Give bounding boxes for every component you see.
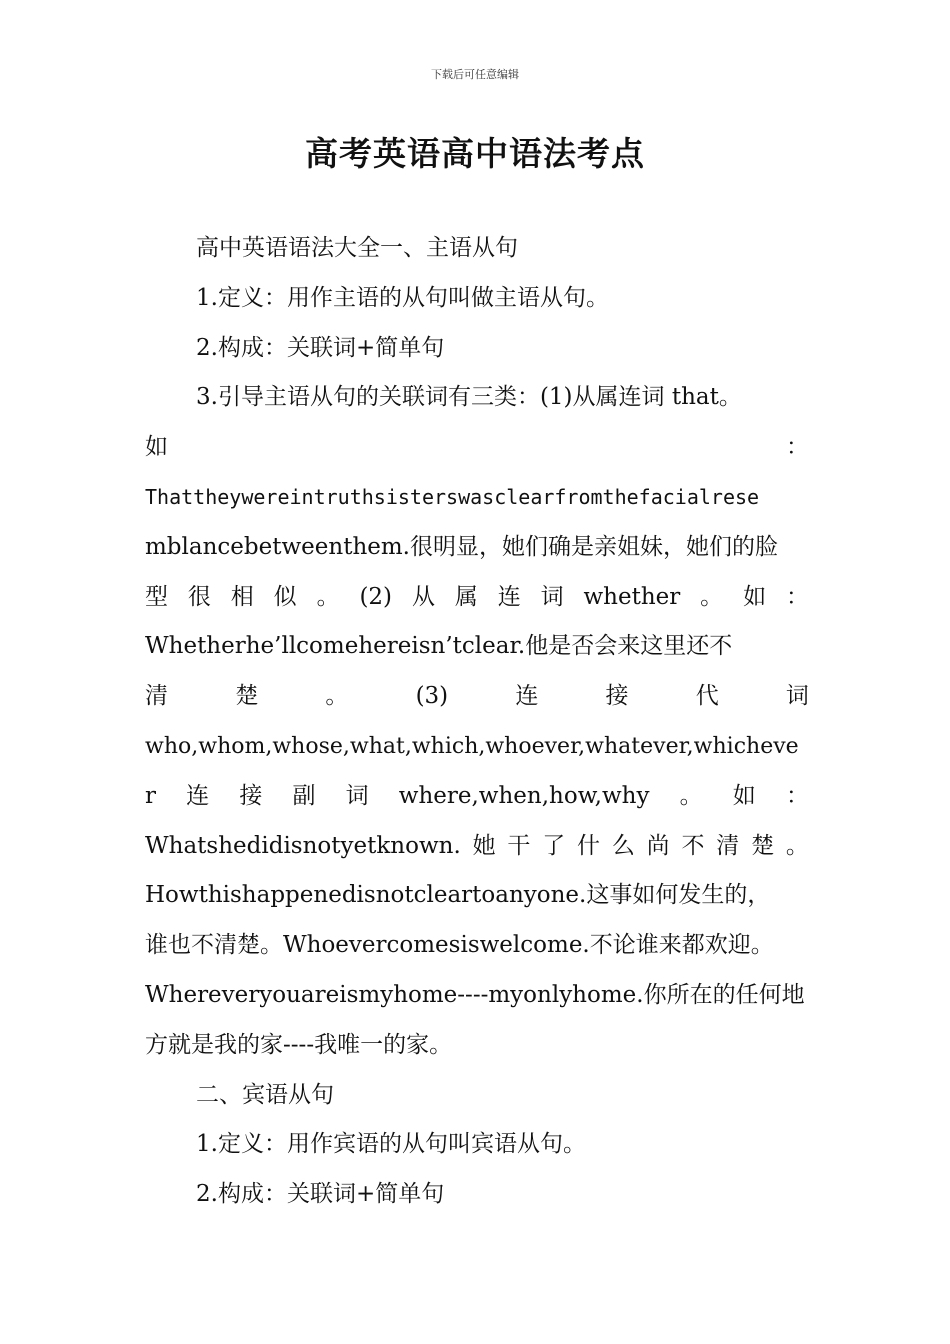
line-word: 接: [239, 782, 263, 809]
line-word: 如: [145, 434, 168, 461]
line-word: 副: [292, 782, 316, 809]
document-title: 高考英语高中语法考点: [305, 134, 645, 173]
paragraph-line: Howthishappenedisnotcleartoanyone.这事如何发生的，: [145, 882, 771, 909]
line-word: 型: [145, 583, 168, 610]
paragraph-line: [145, 672, 809, 722]
line-word: 似: [273, 583, 297, 610]
line-word: 连: [497, 583, 521, 610]
line-word: whether: [583, 583, 681, 610]
line-word: 如: [732, 782, 756, 809]
paragraph-line: 2.构成：关联词+简单句: [196, 1181, 445, 1208]
paragraph-line: mblancebetweenthem.很明显，她们确是亲姐妹，她们的脸: [145, 533, 778, 560]
paragraph-line: 3.引导主语从句的关联词有三类：(1)从属连词 that。: [196, 384, 742, 411]
paragraph-line: who,whom,whose,what,which,whoever,whatever,whicheve: [145, 733, 799, 759]
line-word: 代: [695, 683, 719, 710]
line-word: 尚: [646, 832, 670, 859]
line-word: 不: [681, 832, 705, 859]
paragraph-line: [145, 573, 809, 623]
paragraph-line: Thattheywereintruthsisterswasclearfromthefacialrese: [145, 484, 760, 509]
line-word: 连: [186, 782, 210, 809]
line-word: 楚: [235, 683, 259, 710]
line-word: (2): [359, 583, 393, 610]
line-word: 。: [700, 583, 724, 610]
line-word: Whatshedidisnotyetknown.: [145, 832, 461, 859]
paragraph-line: Whetherhe’llcomehereisn’tclear.他是否会来这里还不: [145, 633, 733, 660]
line-word: 词: [785, 683, 809, 710]
paragraph-line: 谁也不清楚。Whoevercomesiswelcome.不论谁来都欢迎。: [145, 932, 774, 959]
line-word: r: [145, 782, 156, 809]
line-word: 清: [145, 683, 168, 710]
line-word: 。: [316, 583, 340, 610]
line-word: 接: [605, 683, 629, 710]
line-word: 什: [577, 832, 601, 859]
line-word: 清: [716, 832, 740, 859]
line-word: 。: [679, 782, 703, 809]
paragraph-line: [145, 822, 809, 872]
paragraph-line: 1.定义：用作主语的从句叫做主语从句。: [196, 284, 609, 311]
paragraph-line: 2.构成：关联词+简单句: [196, 334, 445, 361]
line-word: 么: [611, 832, 635, 859]
paragraph-line: 1.定义：用作宾语的从句叫宾语从句。: [196, 1131, 586, 1158]
line-word: 词: [345, 782, 369, 809]
line-word: 干: [507, 832, 531, 859]
line-word: 了: [542, 832, 566, 859]
line-word: 她: [472, 832, 496, 859]
line-word: ：: [786, 434, 809, 461]
section-heading: 二、宾语从句: [196, 1081, 334, 1108]
line-word: 很: [187, 583, 211, 610]
line-word: 。: [785, 832, 809, 859]
line-word: 词: [540, 583, 564, 610]
document-body: [145, 224, 809, 1220]
line-word: where,when,how,why: [398, 782, 650, 809]
line-word: 如: [743, 583, 767, 610]
line-word: ：: [785, 782, 809, 809]
line-word: ：: [785, 583, 809, 610]
paragraph-line: 方就是我的家----我唯一的家。: [145, 1031, 453, 1058]
line-word: 楚: [751, 832, 775, 859]
line-word: (3): [415, 683, 449, 710]
line-word: 从: [411, 583, 435, 610]
paragraph-line: 高中英语语法大全一、主语从句: [196, 235, 518, 261]
line-word: 。: [325, 683, 349, 710]
header-note: 下载后可任意编辑: [431, 68, 519, 81]
paragraph-line: Whereveryouareismyhome----myonlyhome.你所在的任何地: [145, 981, 805, 1008]
paragraph-line: [145, 423, 809, 473]
line-word: 连: [515, 683, 539, 710]
line-word: 相: [230, 583, 254, 610]
paragraph-line: [145, 772, 809, 822]
line-word: 属: [454, 583, 478, 610]
